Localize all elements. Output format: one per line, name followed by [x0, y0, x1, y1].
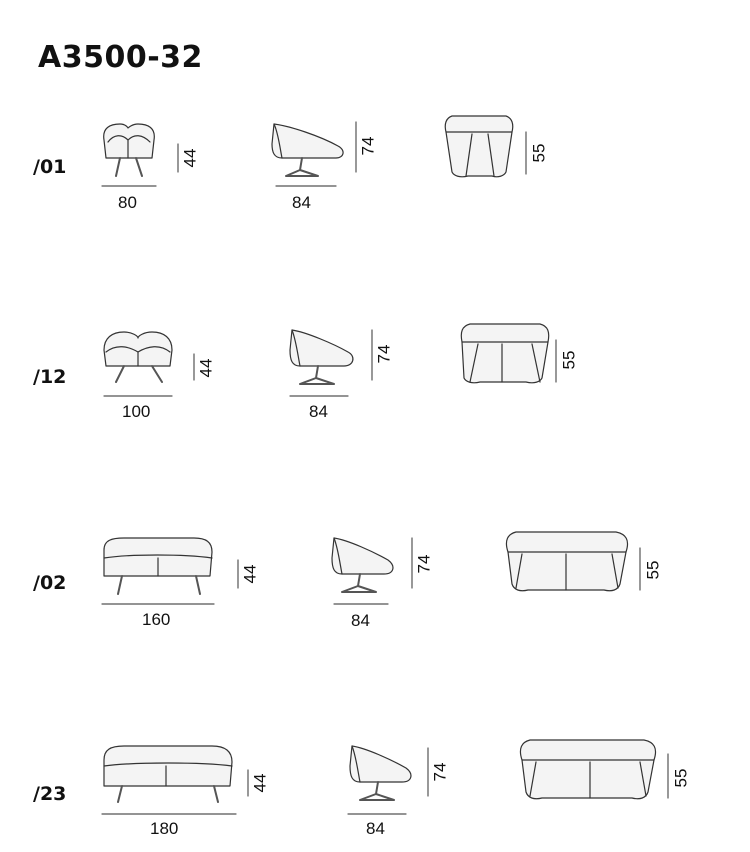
- width-label-23: 180: [150, 819, 179, 838]
- top-depth-label-23: 55: [671, 768, 691, 788]
- row-label-12: /12: [33, 366, 67, 388]
- side-view-02: [332, 538, 412, 604]
- top-view-02: [506, 532, 640, 591]
- front-view-23: [102, 746, 248, 814]
- seat-height-label-12: 44: [196, 358, 216, 378]
- top-view-23: [520, 740, 668, 799]
- seat-height-label-01: 44: [180, 148, 200, 168]
- front-view-01: [102, 124, 178, 186]
- row-label-23: /23: [33, 783, 67, 805]
- top-view-12: [461, 324, 556, 383]
- width-label-02: 160: [142, 610, 171, 629]
- seat-height-label-23: 44: [250, 773, 270, 793]
- row-label-01: /01: [33, 156, 67, 178]
- total-height-label-01: 74: [358, 136, 378, 156]
- side-view-23: [348, 746, 428, 814]
- total-height-label-02: 74: [414, 554, 434, 574]
- width-label-01: 80: [118, 193, 137, 212]
- width-label-12: 100: [122, 402, 151, 421]
- total-height-label-12: 74: [374, 344, 394, 364]
- top-depth-label-12: 55: [559, 350, 579, 370]
- row-label-02: /02: [33, 572, 67, 594]
- total-height-label-23: 74: [430, 762, 450, 782]
- side-view-01: [272, 122, 356, 186]
- top-depth-label-02: 55: [643, 560, 663, 580]
- depth-label-01: 84: [292, 193, 311, 212]
- side-view-12: [290, 330, 372, 396]
- top-depth-label-01: 55: [529, 143, 549, 163]
- seat-height-label-02: 44: [240, 564, 260, 584]
- front-view-12: [104, 332, 194, 396]
- top-view-01: [445, 116, 526, 177]
- product-code-title: A3500-32: [38, 40, 203, 75]
- depth-label-02: 84: [351, 611, 370, 630]
- depth-label-12: 84: [309, 402, 328, 421]
- front-view-02: [102, 538, 238, 604]
- depth-label-23: 84: [366, 819, 385, 838]
